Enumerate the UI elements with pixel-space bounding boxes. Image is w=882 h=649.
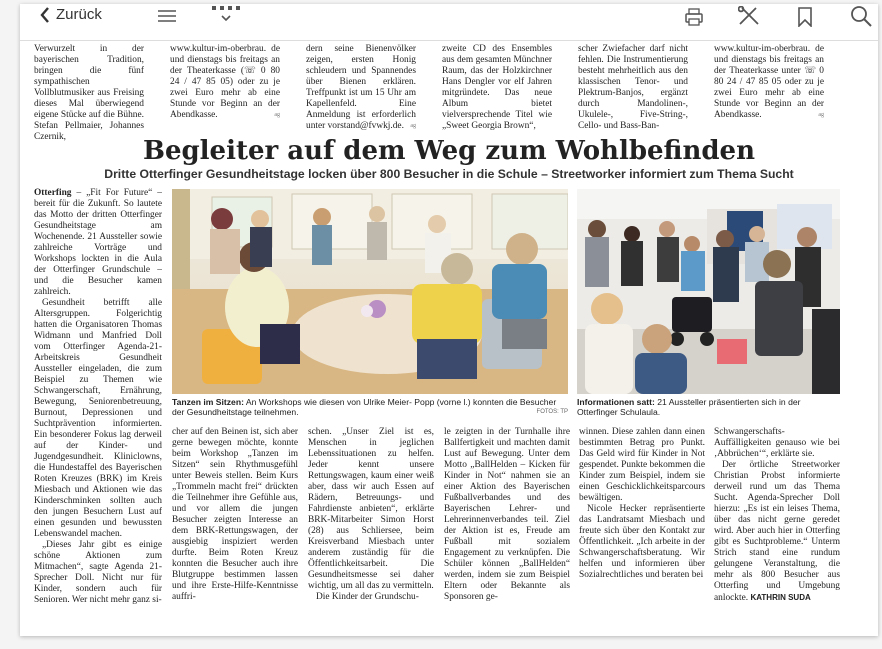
article-author: KATHRIN SUDA (750, 593, 811, 602)
tools-icon[interactable] (738, 6, 760, 26)
back-label: Zurück (56, 6, 102, 23)
author-tag: ag (410, 123, 416, 129)
top-column-3: dern seine Bienenvölker zeigen, ersten Honig schleudern und Spannendes über Bienen erklären. Treffpunkt ist um 15 Uhr am Kapellenfeld. Eine Anmeldung ist erforderlich unter vorstand@fvwkj.de. ag (306, 44, 416, 131)
photo-exhibition (577, 189, 840, 394)
top-column-1: Verwurzelt in der bayerischen Tradition, bringen die fünf sympathischen Vollblutmusiker aus Freising dieses Mal überwiegend eigene Stücke auf die Bühne. Stefan Pellmaier, Johannes Czernik, (34, 44, 144, 142)
top-column-5: scher Zwiefacher darf nicht fehlen. Die Instrumentierung besteht mehrheitlich aus den klassischen Tenor- und Plektrum-Banjos, ergänzt durch Mandolinen-, Ukulele-, Five-String-, Cello- und Bass-Ban- (578, 44, 688, 131)
print-icon[interactable] (684, 8, 704, 26)
article-headline: Begleiter auf dem Weg zum Wohlbefinden (142, 136, 755, 166)
photo-credit: FOTOS: TP (536, 409, 568, 415)
author-tag: ag (274, 112, 280, 118)
list-icon[interactable] (158, 10, 176, 22)
back-button[interactable] (40, 6, 102, 23)
article-subheadline: Dritte Otterfinger Gesundheitstage locken über 800 Besucher in die Schule – Streetworker informiert zum Thema Sucht (104, 167, 794, 181)
article-column-6: Schwangerschafts-Auffälligkeiten genauso wie bei ‚Abbrüchen‘“, erklärte sie. Der örtliche Streetworker Christian Probst informierte derweil rund um das Thema Sucht. Agenda-Sprecher Doll hierzu: „Es ist ein leises Thema, über das nicht gerne geredet wird. Aber auch hier in Otterfing gibt es Suchtprobleme.“ Unterm Strich stand eine rundum gelungene Veranstaltung, die mehr als 800 Besucher aus Otterfing und Umgebung anlockte. KATHRIN SUDA (714, 427, 840, 603)
author-tag: ag (818, 112, 824, 118)
contents-icon[interactable] (212, 6, 240, 26)
article-column-4: le zeigten in der Turnhalle ihre Ballfertigkeit und machten damit Lust auf Bewegung. Unter dem Motto „BallHelden – Kicken für Kinder in Not“ nahmen sie an einer Aktion des Bayerischen Fußballverbandes und des Bayerischen Lehrer- und Lehrerinnenverbandes teil. Ziel der Aktion ist es, Freude am Fußball mit sozialem Engagement zu verknüpfen. Die Schüler können „BallHelden“ werden, indem sie zum Beispiel Eltern oder Bekannte als Sponsoren ge- (444, 427, 570, 602)
reader-toolbar (20, 4, 878, 41)
photo-seated-dance-caption: Tanzen im Sitzen: An Workshops wie diesen von Ulrike Meier- Popp (vorne l.) konnten die Besucher der Gesundheitstage teilnehmen. FOTOS: TP (172, 397, 568, 417)
dateline: Otterfing (34, 188, 72, 198)
chevron-left-icon (40, 7, 50, 23)
photo-seated-dance (172, 189, 568, 394)
bookmark-icon[interactable] (798, 7, 812, 27)
article-column-3: schen. „Unser Ziel ist es, Menschen in jeglichen Lebenssituationen zu helfen. Jeder kennt unsere Rettungswagen, kaum einer weiß aber, dass wir auch Essen auf Rädern, Betreuungs- und Fahrdienste anbieten“, erklärte BRK-Mitarbeiter Simon Horst (28) aus Schliersee, beim Kreisverband Miesbach unter anderem zuständig für die Öffentlichkeitsarbeit. Die Gesundheitsmesse sei daher wichtig, um all das zu vermitteln. Die Kinder der Grundschu- (308, 427, 434, 602)
top-column-2: www.kultur-im-oberbrau. de und dienstags bis freitags an der Theaterkasse (☏ 0 80 24 / 47 85 05) oder zu je zwei Euro mehr ab eine Stunde vor Beginn an der Abendkasse. ag (170, 44, 280, 120)
top-column-6: www.kultur-im-oberbrau. de und dienstags bis freitags an der Theaterkasse unter ☏ 0 80 24 / 47 85 05 oder zu je zwei Euro mehr ab eine Stunde vor Beginn an der Abendkasse. ag (714, 44, 824, 120)
newspaper-page (20, 4, 878, 636)
photo-exhibition-caption: Informationen satt: 21 Aussteller präsentierten sich in der Otterfinger Schulaula. (577, 397, 801, 417)
search-icon[interactable] (850, 5, 872, 27)
top-column-4: zweite CD des Ensembles aus dem gesamten Münchner Raum, das der Holzkirchner Hans Dengler vor elf Jahren mitgründete. Das neue Album bietet vielversprechende Titel wie „Sweet Georgia Brown“, (442, 44, 552, 131)
article-column-5: winnen. Diese zahlen dann einen bestimmten Betrag pro Punkt. Das Geld wird für Kinder in Not gespendet. Punkte bekommen die Kinder zum Beispiel, indem sie einen Geschicklichkeitsparcours bewältigen. Nicole Hecker repräsentierte das Landratsamt Miesbach und freute sich über den Kontakt zur Öffentlichkeit. „Ich arbeite in der Schwangerschaftsberatung. Wir helfen und informieren über Sozialrechtliches und beraten bei (579, 427, 706, 580)
article-column-2: cher auf den Beinen ist, sich aber gerne bewegen möchte, konnte beim Workshop „Tanzen im Sitzen“ sein Rhythmusgefühl unter Beweis stellen. Beim Kurs „Trommeln macht frei“ drückten die Teilnehmer ihre Gefühle aus, und vor allem die jungen Besucher zeigten Interesse an dem BRK-Rettungswagen, der ausgiebig inspiziert werden durfte. Beim Roten Kreuz konnten die Besucher auch ihre Blutgruppe bestimmen lassen und ihre Erste-Hilfe-Kenntnisse auffri- (172, 427, 298, 602)
article-column-1: Otterfing – „Fit For Future“ – bereit für die Zukunft. So lautete das Motto der dritten Otterfinger Gesundheitstage am Wochenende. 21 Aussteller sowie zahlreiche Vorträge und Workshops lockten in die Aula der Otterfinger Grundschule – und die Besucher kamen zahlreich. Gesundheit betrifft alle Altersgruppen. Folgerichtig hatten die Organisatoren Thomas Widmann und Manfried Doll vom Otterfinger Agenda-21-Arbeitskreis Gesundheit Aussteller eingeladen, die zum Beispiel zu Themen wie Schwangerschaft, Ernährung, Bewegung, Seniorenbetreuung, Burnout, Depressionen und Suchtprävention informierten. Ein besonderer Fokus lag derweil auf der Kinder- und Jugendgesundheit. Kliniclowns, die Hundestaffel des Bayerischen Roten Kreuzes (BRK) im Kreis Miesbach und Aktionen wie das Kinderschminken sollten auch den jungen Besuchern Lust auf einen gesunden und bewussten Lebenswandel machen. „Dieses Jahr gibt es einige schöne Aktionen zum Mitmachen“, sagte Agenda 21-Sprecher Doll. Nicht nur für Kinder, sondern auch für Senioren. Wer nicht mehr ganz si- (34, 188, 162, 605)
